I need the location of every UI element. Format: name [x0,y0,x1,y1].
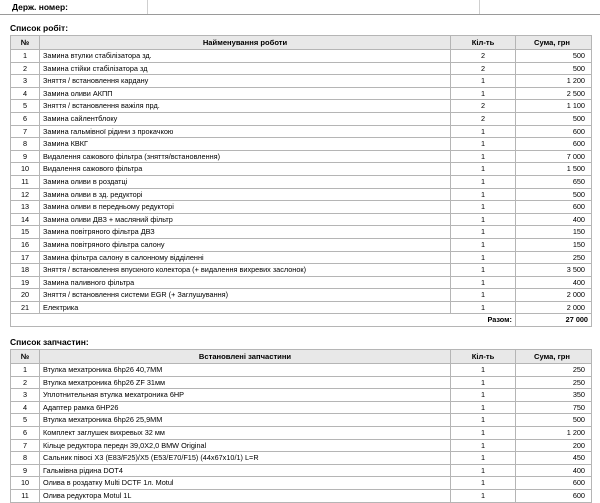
cell-sum: 250 [516,251,592,264]
cell-name: Кільце редуктора передн 39,0Х2,0 BMW Original [40,439,451,452]
table-row [11,289,592,302]
cell-sum: 150 [516,238,592,251]
table-row [11,163,592,176]
cell-name: Зняття / встановлення кардану [40,75,451,88]
cell-name: Олива редуктора Motul 1L [40,490,451,503]
cell-sum: 750 [516,401,592,414]
cell-qty: 1 [451,138,516,151]
cell-sum: 500 [516,112,592,125]
parts-table-header-row [11,350,592,364]
cell-number: 7 [11,439,40,452]
cell-number: 3 [11,75,40,88]
cell-number: 13 [11,201,40,214]
works-col-sum: Сума, грн [516,36,592,50]
cell-number: 11 [11,490,40,503]
cell-number: 10 [11,163,40,176]
cell-number: 9 [11,464,40,477]
cell-sum: 150 [516,226,592,239]
cell-sum: 500 [516,414,592,427]
table-row [11,490,592,503]
cell-name: Замина гальмівної рідини з прокачкою [40,125,451,138]
table-row [11,264,592,277]
cell-number: 8 [11,452,40,465]
table-row [11,188,592,201]
cell-name: Замина стійки стабілізатора зд [40,62,451,75]
cell-name: Зняття / встановлення впускного колектора (+ видалення вихревих заслонок) [40,264,451,277]
cell-qty: 1 [451,452,516,465]
cell-name: Зняття / встановлення системи EGR (+ Заглушування) [40,289,451,302]
cell-name: Замина паливного фільтра [40,276,451,289]
plate-number-label: Держ. номер: [0,0,148,14]
cell-number: 8 [11,138,40,151]
parts-table [10,349,592,503]
table-row [11,125,592,138]
cell-name: Уплотнительная втулка мехатроника 6HP [40,389,451,402]
cell-qty: 1 [451,163,516,176]
cell-sum: 500 [516,50,592,63]
cell-sum: 500 [516,188,592,201]
table-row [11,112,592,125]
cell-name: Втулка мехатроника 6hp26 ZF 31мм [40,376,451,389]
cell-qty: 1 [451,464,516,477]
cell-qty: 1 [451,289,516,302]
cell-number: 1 [11,50,40,63]
cell-qty: 1 [451,364,516,377]
cell-number: 5 [11,414,40,427]
cell-sum: 400 [516,276,592,289]
cell-number: 6 [11,427,40,440]
cell-qty: 1 [451,175,516,188]
table-row [11,414,592,427]
cell-qty: 1 [451,87,516,100]
cell-number: 9 [11,150,40,163]
cell-name: Сальник півосі X3 (E83/F25)/X5 (E53/E70/F15) (44x67x10/1) L=R [40,452,451,465]
cell-sum: 600 [516,477,592,490]
cell-name: Замина оливи в роздатці [40,175,451,188]
table-row [11,87,592,100]
cell-name: Замина оливи АКПП [40,87,451,100]
works-table-header-row [11,36,592,50]
cell-number: 12 [11,188,40,201]
cell-qty: 2 [451,100,516,113]
cell-name: Олива в роздатку Multi DCTF 1л. Motul [40,477,451,490]
cell-qty: 2 [451,62,516,75]
cell-qty: 2 [451,50,516,63]
works-col-qty: Кіл-ть [451,36,516,50]
table-row [11,50,592,63]
table-row [11,226,592,239]
cell-number: 3 [11,389,40,402]
table-row [11,439,592,452]
cell-name: Замина повітряного фільтра ДВЗ [40,226,451,239]
cell-number: 5 [11,100,40,113]
cell-sum: 1 200 [516,75,592,88]
cell-number: 11 [11,175,40,188]
cell-sum: 500 [516,62,592,75]
table-row [11,62,592,75]
cell-name: Замина оливи в зд. редукторі [40,188,451,201]
cell-qty: 1 [451,251,516,264]
cell-qty: 2 [451,112,516,125]
plate-number-value [148,0,480,14]
table-row [11,150,592,163]
cell-qty: 1 [451,201,516,214]
cell-name: Зняття / встановлення важіля прд. [40,100,451,113]
cell-number: 18 [11,264,40,277]
cell-name: Комплект заглушек вихревых 32 мм [40,427,451,440]
plate-number-row [0,0,600,15]
cell-qty: 1 [451,264,516,277]
cell-number: 7 [11,125,40,138]
table-row [11,427,592,440]
cell-sum: 650 [516,175,592,188]
cell-number: 16 [11,238,40,251]
cell-name: Замина фільтра салону в салонному відділенні [40,251,451,264]
table-row [11,276,592,289]
table-row [11,401,592,414]
table-row [11,251,592,264]
cell-sum: 2 500 [516,87,592,100]
cell-name: Гальмівна рідина DOT4 [40,464,451,477]
table-row [11,376,592,389]
cell-qty: 1 [451,439,516,452]
works-section-title: Список робіт: [10,23,69,33]
cell-name: Замина оливи в передньому редукторі [40,201,451,214]
cell-number: 4 [11,87,40,100]
cell-sum: 2 000 [516,289,592,302]
cell-name: Адаптер рамка 6HP26 [40,401,451,414]
parts-col-number: № [11,350,40,364]
cell-sum: 2 000 [516,301,592,314]
cell-sum: 400 [516,464,592,477]
cell-sum: 200 [516,439,592,452]
table-row [11,175,592,188]
parts-col-name: Встановлені запчастини [40,350,451,364]
cell-number: 21 [11,301,40,314]
table-row [11,238,592,251]
cell-qty: 1 [451,301,516,314]
table-row [11,213,592,226]
table-row [11,464,592,477]
cell-qty: 1 [451,238,516,251]
table-row [11,201,592,214]
works-col-name: Найменування роботи [40,36,451,50]
works-total-label: Разом: [11,314,516,327]
cell-qty: 1 [451,150,516,163]
cell-qty: 1 [451,276,516,289]
cell-number: 4 [11,401,40,414]
cell-qty: 1 [451,226,516,239]
cell-name: Замина сайлентблоку [40,112,451,125]
cell-number: 6 [11,112,40,125]
works-col-number: № [11,36,40,50]
cell-name: Замина оливи ДВЗ + масляний фільтр [40,213,451,226]
cell-number: 20 [11,289,40,302]
cell-qty: 1 [451,414,516,427]
cell-qty: 1 [451,376,516,389]
plate-number-extra [480,0,600,14]
cell-qty: 1 [451,125,516,138]
cell-sum: 1 100 [516,100,592,113]
cell-qty: 1 [451,477,516,490]
cell-name: Замина КВКГ [40,138,451,151]
cell-number: 14 [11,213,40,226]
works-table [10,35,592,327]
cell-number: 17 [11,251,40,264]
cell-number: 10 [11,477,40,490]
cell-sum: 600 [516,490,592,503]
cell-sum: 250 [516,364,592,377]
parts-col-sum: Сума, грн [516,350,592,364]
cell-number: 15 [11,226,40,239]
cell-sum: 7 000 [516,150,592,163]
parts-section-title: Список запчастин: [10,337,89,348]
cell-qty: 1 [451,75,516,88]
cell-name: Замина втулки стабілізатора зд. [40,50,451,63]
works-total-value: 27 000 [516,314,592,327]
cell-number: 2 [11,62,40,75]
spacer-middle [0,327,600,335]
table-row [11,389,592,402]
cell-qty: 1 [451,213,516,226]
cell-number: 2 [11,376,40,389]
cell-name: Втулка мехатроника 6hp26 40,7ММ [40,364,451,377]
table-row [11,452,592,465]
cell-sum: 1 500 [516,163,592,176]
table-row [11,138,592,151]
cell-sum: 600 [516,138,592,151]
table-row [11,364,592,377]
cell-name: Замина повітряного фільтра салону [40,238,451,251]
cell-name: Втулка мехатроника 6hp26 25,9ММ [40,414,451,427]
works-total-row [11,314,592,327]
table-row [11,477,592,490]
cell-qty: 1 [451,427,516,440]
cell-sum: 400 [516,213,592,226]
cell-number: 1 [11,364,40,377]
cell-qty: 1 [451,401,516,414]
cell-name: Електрика [40,301,451,314]
cell-sum: 1 200 [516,427,592,440]
table-row [11,75,592,88]
cell-name: Видалення сажового фільтра (зняття/встановлення) [40,150,451,163]
cell-qty: 1 [451,490,516,503]
table-row [11,301,592,314]
table-row [11,100,592,113]
parts-col-qty: Кіл-ть [451,350,516,364]
cell-sum: 250 [516,376,592,389]
cell-sum: 3 500 [516,264,592,277]
cell-qty: 1 [451,389,516,402]
cell-sum: 600 [516,125,592,138]
cell-qty: 1 [451,188,516,201]
cell-name: Видалення сажового фільтра [40,163,451,176]
cell-number: 19 [11,276,40,289]
cell-sum: 600 [516,201,592,214]
cell-sum: 450 [516,452,592,465]
cell-sum: 350 [516,389,592,402]
